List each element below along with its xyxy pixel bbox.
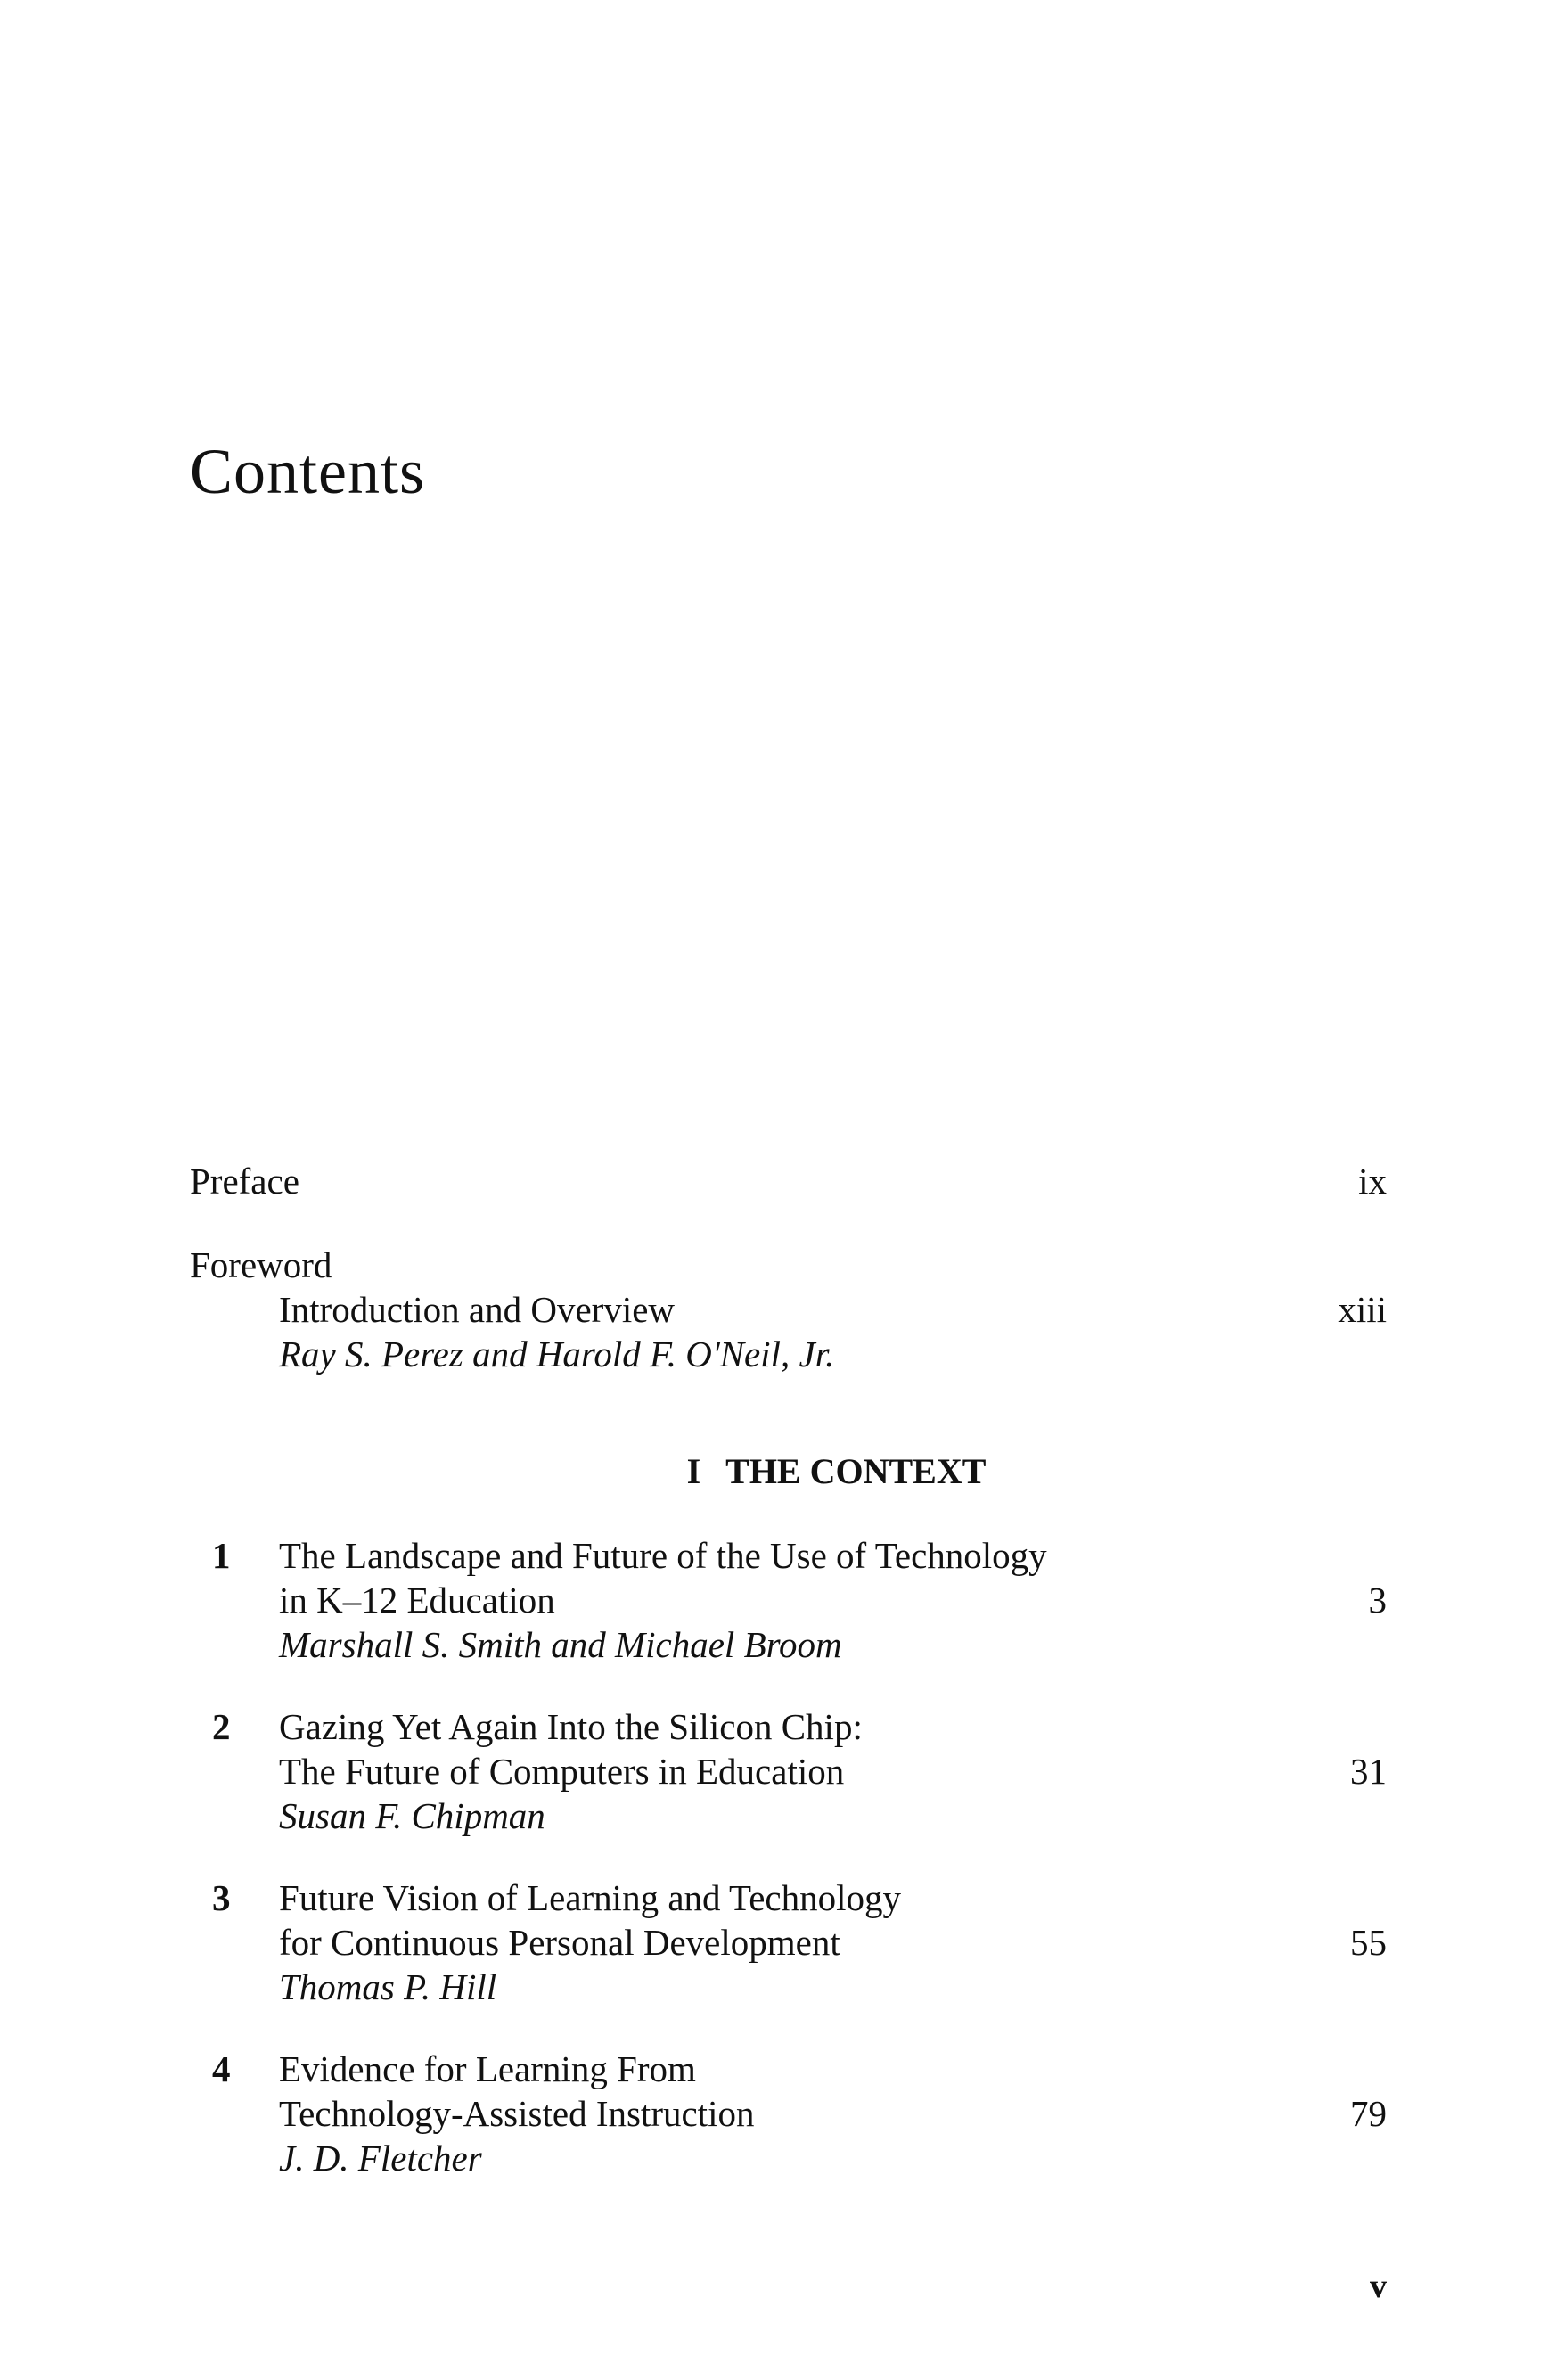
chapter-authors: Thomas P. Hill xyxy=(279,1966,497,2007)
chapter-page-number: 55 xyxy=(1350,1922,1387,1963)
part-title: THE CONTEXT xyxy=(725,1451,987,1491)
part-heading xyxy=(0,1449,1548,1494)
chapter-title-line2: The Future of Computers in Education xyxy=(279,1751,845,1792)
chapter-title-line1: The Landscape and Future of the Use of Technology xyxy=(279,1535,1047,1576)
chapter-number: 2 xyxy=(212,1706,231,1747)
foreword-page-number: xiii xyxy=(1338,1289,1387,1330)
chapter-page-number: 79 xyxy=(1350,2093,1387,2134)
chapter-title-line1: Evidence for Learning From xyxy=(279,2048,696,2089)
chapter-page-number: 3 xyxy=(1368,1580,1387,1621)
chapter-authors: J. D. Fletcher xyxy=(279,2138,482,2179)
page-title: Contents xyxy=(190,436,426,507)
preface-title: Preface xyxy=(190,1161,299,1202)
folio-page-number: v xyxy=(1370,2268,1387,2305)
chapter-number: 3 xyxy=(212,1877,231,1918)
foreword-authors: Ray S. Perez and Harold F. O'Neil, Jr. xyxy=(279,1334,835,1375)
preface-page-number: ix xyxy=(1358,1161,1387,1202)
foreword-title: Introduction and Overview xyxy=(279,1289,676,1330)
chapter-authors: Marshall S. Smith and Michael Broom xyxy=(279,1624,842,1665)
chapter-number: 1 xyxy=(212,1535,231,1576)
chapter-title-line1: Future Vision of Learning and Technology xyxy=(279,1877,902,1918)
chapter-number: 4 xyxy=(212,2048,231,2089)
chapter-title-line2: for Continuous Personal Development xyxy=(279,1922,840,1963)
chapter-title-line2: Technology-Assisted Instruction xyxy=(279,2093,755,2134)
chapter-title-line2: in K–12 Education xyxy=(279,1580,555,1621)
part-number: I xyxy=(686,1451,701,1491)
foreword-heading: Foreword xyxy=(190,1244,332,1285)
chapter-title-line1: Gazing Yet Again Into the Silicon Chip: xyxy=(279,1706,863,1747)
chapter-authors: Susan F. Chipman xyxy=(279,1795,545,1836)
chapter-page-number: 31 xyxy=(1350,1751,1387,1792)
